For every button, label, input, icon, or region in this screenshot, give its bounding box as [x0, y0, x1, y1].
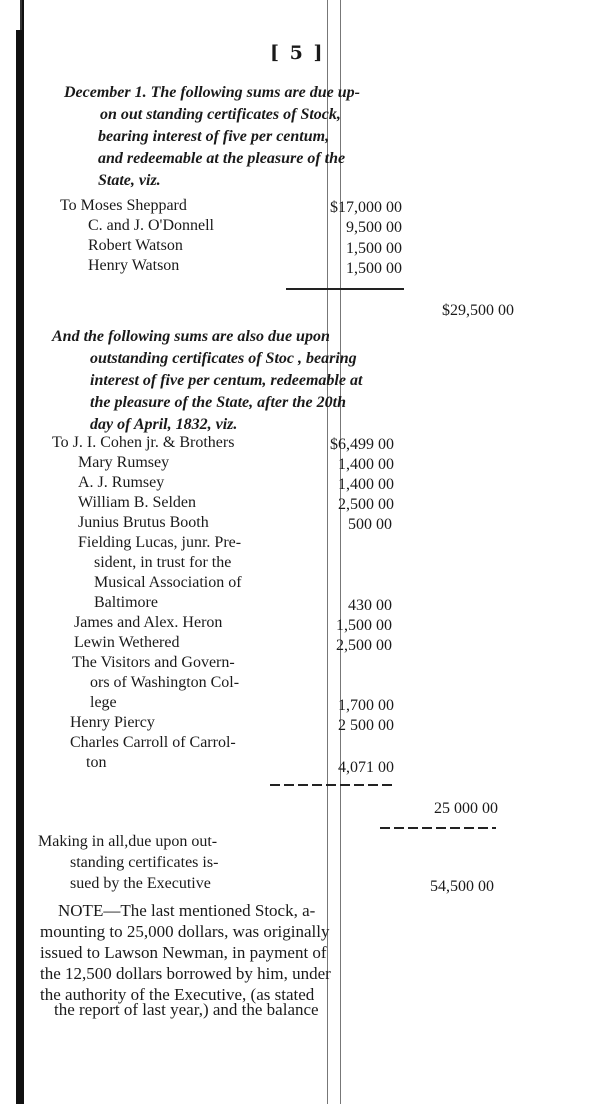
- scan-page-edge: [16, 0, 24, 1104]
- ledger-name: ton: [86, 754, 107, 771]
- scan-edge-notch: [6, 0, 22, 30]
- ledger-name: To J. I. Cohen jr. & Brothers: [52, 434, 235, 451]
- ledger-name: Charles Carroll of Carrol-: [70, 734, 236, 751]
- ledger-name: lege: [90, 694, 117, 711]
- ledger-name: The Visitors and Govern-: [72, 654, 235, 671]
- heading-line: day of April, 1832, viz.: [90, 416, 238, 433]
- ledger-amount: 430 00: [348, 597, 392, 614]
- ledger-name: Junius Brutus Booth: [78, 514, 209, 531]
- heading-line: December 1. The following sums are due up-: [64, 84, 360, 101]
- ledger-name: Musical Association of: [94, 574, 242, 591]
- ledger-name: William B. Selden: [78, 494, 197, 511]
- ledger-name: Henry Piercy: [70, 714, 155, 731]
- note-line: issued to Lawson Newman, in payment of: [40, 943, 327, 962]
- ledger-amount: 1,700 00: [338, 697, 394, 714]
- ledger-name: To Moses Sheppard: [60, 197, 187, 214]
- ledger-amount: $6,499 00: [330, 436, 394, 453]
- section1-total: $29,500 00: [442, 302, 514, 319]
- ledger-name: Robert Watson: [88, 237, 183, 254]
- ledger-name: Fielding Lucas, junr. Pre-: [78, 534, 242, 551]
- subtotal-rule: [270, 784, 396, 786]
- ledger-name: James and Alex. Heron: [74, 614, 223, 631]
- note-line: the authority of the Executive, (as stated: [40, 985, 315, 1004]
- heading-line: interest of five per centum, redeemable at: [90, 372, 363, 389]
- note-line: the 12,500 dollars borrowed by him, under: [40, 964, 331, 983]
- heading-line: State, viz.: [98, 172, 161, 189]
- making-line: sued by the Executive: [70, 875, 211, 892]
- subtotal-rule: [286, 288, 404, 290]
- ledger-name: Henry Watson: [88, 257, 180, 274]
- section2-total: 25 000 00: [434, 800, 498, 817]
- ledger-amount: 1,500 00: [346, 260, 402, 277]
- ledger-amount: 1,500 00: [336, 617, 392, 634]
- ledger-name: Mary Rumsey: [78, 454, 170, 471]
- ledger-amount: 1,400 00: [338, 456, 394, 473]
- ledger-amount: 2,500 00: [336, 637, 392, 654]
- ledger-name: Lewin Wethered: [74, 634, 180, 651]
- ledger-name: sident, in trust for the: [94, 554, 232, 571]
- heading-line: bearing interest of five per centum,: [98, 128, 330, 145]
- ledger-name: ors of Washington Col-: [90, 674, 240, 691]
- ledger-amount: 1,400 00: [338, 476, 394, 493]
- ledger-name: C. and J. O'Donnell: [88, 217, 214, 234]
- heading-line: and redeemable at the pleasure of the: [98, 150, 346, 167]
- ledger-amount: 4,071 00: [338, 759, 394, 776]
- ledger-amount: 500 00: [348, 516, 392, 533]
- ledger-amount: 1,500 00: [346, 240, 402, 257]
- making-line: standing certificates is-: [70, 854, 219, 871]
- ledger-amount: 2 500 00: [338, 717, 394, 734]
- note-line: NOTE—The last mentioned Stock, a-: [58, 901, 316, 920]
- heading-line: the pleasure of the State, after the 20th: [90, 394, 346, 411]
- ledger-name: Baltimore: [94, 594, 158, 611]
- grand-total: 54,500 00: [430, 878, 494, 895]
- ledger-amount: $17,000 00: [330, 199, 402, 216]
- page-number: [ 5 ]: [270, 42, 325, 64]
- note-line: mounting to 25,000 dollars, was originally: [40, 922, 330, 941]
- heading-line: on out standing certificates of Stock,: [100, 106, 341, 123]
- ledger-amount: 2,500 00: [338, 496, 394, 513]
- heading-line: And the following sums are also due upon: [52, 328, 330, 345]
- ledger-amount: 9,500 00: [346, 219, 402, 236]
- note-line: the report of last year,) and the balance: [54, 1000, 319, 1019]
- grand-total-rule: [380, 827, 496, 829]
- ledger-name: A. J. Rumsey: [78, 474, 165, 491]
- making-line: Making in all,due upon out-: [38, 833, 218, 850]
- heading-line: outstanding certificates of Stoc , bearing: [90, 350, 357, 367]
